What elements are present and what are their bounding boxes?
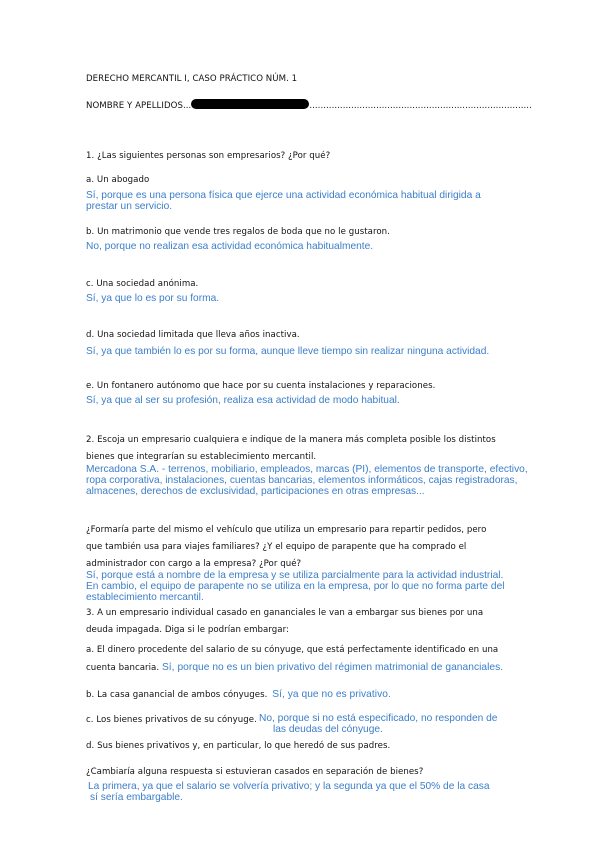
q2-question: [86, 432, 496, 466]
q3-question-line: 3. A un empresario individual casado en gananciales le van a embargar sus bienes por una: [86, 608, 484, 618]
q3-a-answer: Sí, porque no es un bien privativo del régimen matrimonial de gananciales.: [161, 662, 504, 673]
name-label: NOMBRE Y APELLIDOS...: [86, 101, 192, 111]
name-dots: ................................................................................: [309, 101, 532, 111]
q1-question: 1. ¿Las siguientes personas son empresarios? ¿Por qué?: [86, 151, 331, 161]
q3-b-label-text: b. La casa ganancial de ambos cónyuges.: [86, 690, 268, 700]
q2-followup-line: ¿Formaría parte del mismo el vehículo que utiliza un empresario para repartir pedidos, pero: [86, 525, 487, 535]
q3-followup: ¿Cambiaría alguna respuesta si estuvieran casados en separación de bienes?: [86, 767, 424, 777]
q2-followup-line: administrador con cargo a la empresa? ¿Por qué?: [86, 559, 302, 569]
q3-b-answer: Sí, ya que no es privativo.: [272, 689, 391, 700]
q2-followup: [86, 522, 486, 573]
q2-answer: [86, 464, 528, 497]
q1-e-answer: Sí, ya que al ser su profesión, realiza esa actividad de modo habitual.: [86, 395, 400, 406]
q2-followup-answer-line: Sí, porque está a nombre de la empresa y se utiliza parcialmente para la actividad industrial.: [86, 570, 504, 581]
q3-a-label-cont: [86, 662, 503, 673]
q1-d-label: d. Una sociedad limitada que lleva años inactiva.: [86, 330, 300, 340]
q1-b-answer: No, porque no realizan esa actividad económica habitualmente.: [86, 241, 374, 252]
q3-d-label: d. Sus bienes privativos y, en particular, lo que heredó de sus padres.: [86, 741, 391, 751]
document-title: DERECHO MERCANTIL I, CASO PRÁCTICO NÚM. 1: [86, 74, 298, 84]
q3-b-label: [86, 689, 391, 700]
q3-followup-answer: [88, 781, 490, 803]
q3-followup-answer-line: La primera, ya que el salario se volvería privativo; y la segunda ya que el 50% de la casa: [88, 781, 490, 792]
q1-c-label: c. Una sociedad anónima.: [86, 279, 199, 289]
q2-followup-answer: [86, 570, 505, 603]
q2-followup-answer-line: En cambio, el equipo de parapente no se utiliza en la empresa, por lo que no forma parte del: [86, 581, 505, 592]
q1-a-answer-line: Sí, porque es una persona física que ejerce una actividad económica habitual dirigida a: [86, 190, 481, 201]
q1-e-label: e. Un fontanero autónomo que hace por su cuenta instalaciones y reparaciones.: [86, 381, 436, 391]
q1-c-answer: Sí, ya que lo es por su forma.: [86, 293, 220, 304]
q2-answer-line: Mercadona S.A. - terrenos, mobiliario, empleados, marcas (PI), elementos de transporte, efectivo,: [86, 464, 528, 475]
q3-a-label-line: cuenta bancaria.: [86, 663, 160, 673]
q1-b-label: b. Un matrimonio que vende tres regalos de boda que no le gustaron.: [86, 227, 390, 237]
name-line: [86, 99, 532, 111]
q3-c-answer: [259, 713, 497, 735]
q2-question-line: 2. Escoja un empresario cualquiera e indique de la manera más completa posible los distintos: [86, 435, 496, 445]
q3-c-label: c. Los bienes privativos de su cónyuge.: [86, 715, 257, 725]
q2-answer-line: ropa corporativa, instalaciones, cuentas bancarias, elementos informáticos, cajas registradoras,: [86, 475, 518, 486]
q2-question-line: bienes que integrarían su establecimiento mercantil.: [86, 452, 317, 462]
q3-c-answer-line: No, porque si no está especificado, no responden de: [259, 713, 498, 724]
q3-c-answer-line: las deudas del cónyuge.: [273, 724, 383, 735]
q3-a-label: a. El dinero procedente del salario de su cónyuge, que está perfectamente identificado en una: [86, 645, 499, 655]
redacted-name: [191, 99, 309, 109]
q3-followup-answer-line: sí sería embargable.: [90, 792, 183, 803]
q1-a-answer: [86, 190, 481, 212]
q3-question-line: deuda impagada. Diga si le podrían embargar:: [86, 625, 289, 635]
q1-a-answer-line: prestar un servicio.: [86, 201, 173, 212]
q3-question: [86, 605, 483, 639]
q1-a-label: a. Un abogado: [86, 175, 150, 185]
q2-followup-answer-line: establecimiento mercantil.: [86, 592, 204, 603]
q1-d-answer: Sí, ya que también lo es por su forma, aunque lleve tiempo sin realizar ninguna actividad.: [86, 346, 490, 357]
q2-answer-line: almacenes, derechos de exclusividad, participaciones en otras empresas...: [86, 486, 425, 497]
q2-followup-line: que también usa para viajes familiares? ¿Y el equipo de parapente que ha comprado el: [86, 542, 467, 552]
